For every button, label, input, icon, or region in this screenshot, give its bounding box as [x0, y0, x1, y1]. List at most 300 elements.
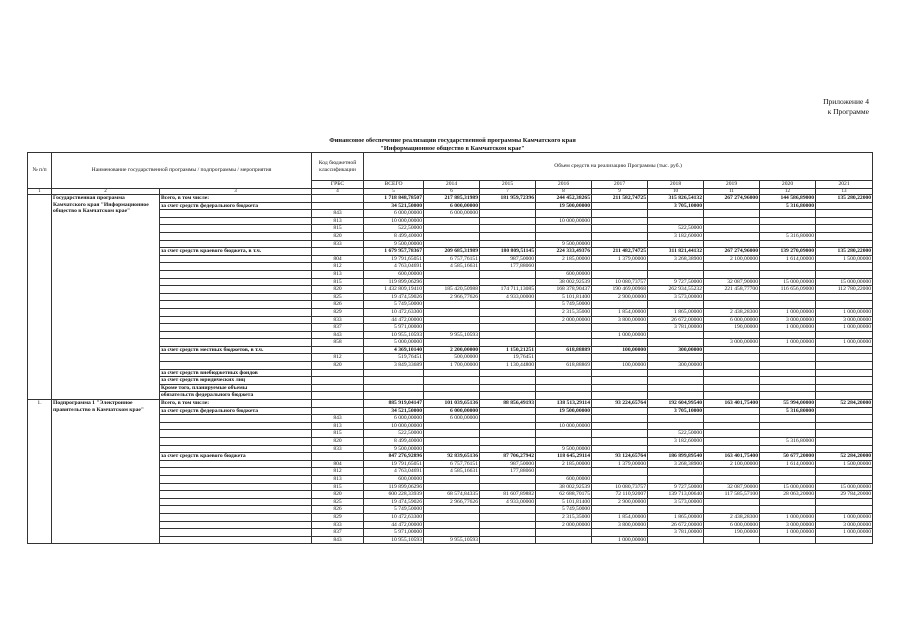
amount-cell: 87 706,27942	[480, 453, 536, 461]
amount-cell	[760, 415, 816, 423]
amount-cell: 19 474,59026	[364, 498, 424, 506]
amount-cell: 116 656,09000	[760, 286, 816, 294]
amount-cell	[480, 536, 536, 544]
amount-cell: 3 573,00000	[648, 293, 704, 301]
amount-cell: 19 791,65051	[364, 255, 424, 263]
amount-cell: 8 499,40000	[364, 438, 424, 446]
amount-cell: 2 900,00000	[592, 498, 648, 506]
amount-cell	[816, 270, 873, 278]
amount-cell	[760, 536, 816, 544]
amount-cell: 1 865,00000	[648, 308, 704, 316]
amount-cell	[816, 362, 873, 370]
amount-cell: 9 955,10593	[424, 331, 480, 339]
amount-cell	[704, 217, 760, 225]
amount-cell: 6 000,00000	[704, 521, 760, 529]
amount-cell: 1 854,00000	[592, 308, 648, 316]
amount-cell	[760, 346, 816, 354]
amount-cell: 190 469,00968	[592, 286, 648, 294]
amount-cell	[424, 377, 480, 385]
row-label	[160, 263, 312, 271]
amount-cell	[536, 225, 592, 233]
amount-cell: 15 000,00000	[816, 483, 873, 491]
amount-cell: 5 316,80000	[760, 438, 816, 446]
amount-cell	[480, 232, 536, 240]
grbs-code: 804	[312, 255, 364, 263]
amount-cell	[704, 210, 760, 218]
amount-cell: 19,76451	[480, 354, 536, 362]
amount-cell: 38 002,92539	[536, 278, 592, 286]
amount-cell	[480, 521, 536, 529]
program-name: Государственная программа Камчатского края "Информационное общество в Камчатском крае"	[52, 195, 160, 400]
amount-cell	[648, 217, 704, 225]
amount-cell	[480, 369, 536, 377]
amount-cell: 3 000,00000	[704, 339, 760, 347]
grbs-code: 829	[312, 308, 364, 316]
amount-cell: 1 614,00000	[760, 460, 816, 468]
amount-cell: 10 472,63300	[364, 308, 424, 316]
amount-cell: 2 966,77626	[424, 293, 480, 301]
amount-cell: 1 000,00000	[760, 529, 816, 537]
amount-cell	[424, 301, 480, 309]
amount-cell	[648, 354, 704, 362]
amount-cell	[592, 354, 648, 362]
amount-cell: 29 784,20000	[816, 491, 873, 499]
amount-cell: 2 000,00000	[536, 521, 592, 529]
amount-cell	[704, 270, 760, 278]
amount-cell: 52 284,20000	[816, 400, 873, 408]
amount-cell	[364, 369, 424, 377]
amount-cell: 19 500,00000	[536, 202, 592, 210]
amount-cell	[480, 513, 536, 521]
amount-cell: 3 849,33689	[364, 362, 424, 370]
amount-cell: 2 900,00000	[592, 293, 648, 301]
amount-cell: 10 955,10593	[364, 331, 424, 339]
amount-cell: 163 401,75400	[704, 453, 760, 461]
amount-cell: 4 585,16631	[424, 263, 480, 271]
amount-cell: 93 224,65764	[592, 400, 648, 408]
amount-cell: 1 000,00000	[816, 529, 873, 537]
grbs-code: 843	[312, 331, 364, 339]
grbs-code: 825	[312, 498, 364, 506]
grbs-code: 815	[312, 278, 364, 286]
grbs-code: 825	[312, 293, 364, 301]
amount-cell: 1 679 957,78367	[364, 248, 424, 256]
amount-cell: 177,88060	[480, 468, 536, 476]
grbs-code: 820	[312, 438, 364, 446]
amount-cell: 618,88889	[536, 346, 592, 354]
amount-cell	[536, 438, 592, 446]
amount-cell: 1 000,00000	[592, 536, 648, 544]
amount-cell	[424, 438, 480, 446]
amount-cell: 3 781,00000	[648, 529, 704, 537]
grbs-code: 812	[312, 468, 364, 476]
amount-cell	[592, 468, 648, 476]
amount-cell	[704, 362, 760, 370]
row-label: за счет средств внебюджетных фондов	[160, 369, 312, 377]
amount-cell: 5 000,00000	[364, 339, 424, 347]
amount-cell	[648, 475, 704, 483]
header-year: 2020	[760, 181, 816, 189]
program-name: Подпрограмма 1 "Электронное правительство в Камчатском крае"	[52, 400, 160, 544]
amount-cell	[592, 415, 648, 423]
amount-cell: 44 472,00000	[364, 316, 424, 324]
amount-cell: 44 472,00000	[364, 521, 424, 529]
amount-cell	[760, 430, 816, 438]
amount-cell: 211 482,74725	[592, 248, 648, 256]
row-label	[160, 255, 312, 263]
amount-cell	[704, 430, 760, 438]
grbs-code: 826	[312, 506, 364, 514]
grbs-code: 813	[312, 217, 364, 225]
amount-cell: 1 379,00000	[592, 255, 648, 263]
amount-cell: 100,00000	[592, 362, 648, 370]
row-label	[160, 232, 312, 240]
column-number: 4	[312, 189, 364, 195]
amount-cell: 2 438,28300	[704, 513, 760, 521]
amount-cell: 600 228,33939	[364, 491, 424, 499]
grbs-code: 833	[312, 445, 364, 453]
amount-cell: 2 185,00000	[536, 255, 592, 263]
amount-cell: 50 677,20000	[760, 453, 816, 461]
amount-cell	[480, 475, 536, 483]
column-number: 2	[52, 189, 160, 195]
amount-cell: 3 781,00000	[648, 324, 704, 332]
grbs-code: 820	[312, 362, 364, 370]
amount-cell: 522,50000	[364, 430, 424, 438]
amount-cell	[424, 422, 480, 430]
amount-cell	[760, 468, 816, 476]
amount-cell	[760, 301, 816, 309]
amount-cell	[704, 415, 760, 423]
row-label: за счет средств краевого бюджета	[160, 453, 312, 461]
amount-cell	[704, 293, 760, 301]
amount-cell: 186 899,89540	[648, 453, 704, 461]
amount-cell: 847 276,92896	[364, 453, 424, 461]
amount-cell	[648, 263, 704, 271]
amount-cell: 5 749,50000	[364, 506, 424, 514]
amount-cell	[816, 422, 873, 430]
amount-cell: 6 000,00000	[424, 202, 480, 210]
amount-cell	[536, 324, 592, 332]
amount-cell: 32 087,90000	[704, 483, 760, 491]
grbs-code: 829	[312, 513, 364, 521]
appendix-line-1: Приложение 4	[823, 97, 869, 106]
amount-cell: 88 856,49193	[480, 400, 536, 408]
amount-cell: 3 000,00000	[760, 316, 816, 324]
amount-cell: 2 185,00000	[536, 460, 592, 468]
table-row	[28, 400, 873, 408]
amount-cell	[816, 384, 873, 392]
amount-cell	[648, 240, 704, 248]
amount-cell: 4 763,04691	[364, 468, 424, 476]
header-year: 2018	[648, 181, 704, 189]
amount-cell: 101 039,65136	[424, 400, 480, 408]
amount-cell	[760, 263, 816, 271]
grbs-code: 820	[312, 286, 364, 294]
amount-cell	[816, 210, 873, 218]
column-number: 9	[592, 189, 648, 195]
row-label	[160, 217, 312, 225]
amount-cell: 6 757,76151	[424, 255, 480, 263]
amount-cell	[480, 316, 536, 324]
amount-cell	[592, 438, 648, 446]
amount-cell: 6 000,00000	[364, 415, 424, 423]
amount-cell: 81 607,89882	[480, 491, 536, 499]
amount-cell	[424, 445, 480, 453]
amount-cell	[816, 438, 873, 446]
amount-cell: 6 000,00000	[364, 210, 424, 218]
amount-cell: 19 791,65051	[364, 460, 424, 468]
amount-cell: 1 000,00000	[760, 339, 816, 347]
amount-cell: 5 101,81400	[536, 498, 592, 506]
amount-cell	[480, 270, 536, 278]
amount-cell	[760, 422, 816, 430]
header-year: 2014	[424, 181, 480, 189]
column-number: 11	[704, 189, 760, 195]
amount-cell: 34 521,50000	[364, 407, 424, 415]
grbs-code	[312, 400, 364, 408]
amount-cell: 3 705,10000	[648, 407, 704, 415]
amount-cell: 3 268,38900	[648, 460, 704, 468]
amount-cell	[592, 506, 648, 514]
amount-cell	[816, 445, 873, 453]
amount-cell	[816, 536, 873, 544]
amount-cell: 180 809,51145	[480, 248, 536, 256]
row-label: за счет средств местных бюджетов, в т.ч.	[160, 346, 312, 354]
amount-cell	[592, 240, 648, 248]
amount-cell: 34 521,50000	[364, 202, 424, 210]
amount-cell	[480, 407, 536, 415]
header-year: 2021	[816, 181, 873, 189]
amount-cell	[480, 202, 536, 210]
amount-cell	[424, 529, 480, 537]
header-total: ВСЕГО	[364, 181, 424, 189]
amount-cell: 174 711,13085	[480, 286, 536, 294]
table-row	[28, 195, 873, 203]
amount-cell	[480, 210, 536, 218]
amount-cell	[592, 217, 648, 225]
amount-cell: 600,00000	[536, 475, 592, 483]
amount-cell	[760, 354, 816, 362]
amount-cell	[648, 392, 704, 400]
amount-cell: 5 101,81400	[536, 293, 592, 301]
amount-cell	[592, 339, 648, 347]
amount-cell: 6 000,00000	[424, 407, 480, 415]
row-label	[160, 468, 312, 476]
amount-cell: 4 763,04691	[364, 263, 424, 271]
amount-cell	[424, 225, 480, 233]
amount-cell: 15 000,00000	[760, 278, 816, 286]
amount-cell	[816, 369, 873, 377]
amount-cell	[592, 407, 648, 415]
amount-cell	[424, 232, 480, 240]
amount-cell	[816, 468, 873, 476]
row-label	[160, 475, 312, 483]
grbs-code	[312, 369, 364, 377]
amount-cell	[704, 422, 760, 430]
amount-cell	[592, 301, 648, 309]
amount-cell	[704, 331, 760, 339]
amount-cell	[480, 483, 536, 491]
grbs-code	[312, 453, 364, 461]
amount-cell: 10 472,63300	[364, 513, 424, 521]
amount-cell	[480, 392, 536, 400]
row-label	[160, 331, 312, 339]
amount-cell	[592, 422, 648, 430]
grbs-code: 813	[312, 475, 364, 483]
amount-cell: 10 000,00000	[364, 422, 424, 430]
amount-cell: 62 688,70175	[536, 491, 592, 499]
grbs-code: 813	[312, 422, 364, 430]
amount-cell	[816, 415, 873, 423]
column-number: 6	[424, 189, 480, 195]
row-label	[160, 460, 312, 468]
appendix-note	[823, 97, 869, 117]
amount-cell	[536, 369, 592, 377]
amount-cell: 92 839,65136	[424, 453, 480, 461]
row-label	[160, 521, 312, 529]
amount-cell: 19 500,00000	[536, 407, 592, 415]
amount-cell: 26 672,00000	[648, 521, 704, 529]
amount-cell	[424, 483, 480, 491]
row-label	[160, 339, 312, 347]
grbs-code: 843	[312, 415, 364, 423]
amount-cell: 190,00000	[704, 324, 760, 332]
row-number: 1.	[28, 400, 52, 544]
grbs-code: 813	[312, 270, 364, 278]
amount-cell: 1 000,00000	[816, 339, 873, 347]
amount-cell: 5 749,50000	[536, 506, 592, 514]
grbs-code: 815	[312, 483, 364, 491]
grbs-code	[312, 346, 364, 354]
amount-cell	[480, 301, 536, 309]
amount-cell: 6 757,76151	[424, 460, 480, 468]
grbs-code	[312, 202, 364, 210]
amount-cell: 5 749,50000	[364, 301, 424, 309]
amount-cell	[480, 308, 536, 316]
amount-cell: 522,50000	[648, 430, 704, 438]
row-label	[160, 536, 312, 544]
amount-cell	[760, 377, 816, 385]
amount-cell	[760, 384, 816, 392]
row-label: обязательств федерального бюджета	[160, 392, 312, 400]
amount-cell: 38 002,92539	[536, 483, 592, 491]
amount-cell	[480, 445, 536, 453]
amount-cell	[424, 369, 480, 377]
grbs-code: 833	[312, 316, 364, 324]
row-label: Всего, в том числе:	[160, 195, 312, 203]
amount-cell	[760, 506, 816, 514]
amount-cell	[816, 475, 873, 483]
amount-cell: 10 080,73757	[592, 483, 648, 491]
amount-cell: 1 500,00000	[816, 255, 873, 263]
grbs-code: 804	[312, 460, 364, 468]
amount-cell	[424, 384, 480, 392]
row-number	[28, 195, 52, 400]
amount-cell	[704, 407, 760, 415]
grbs-code: 833	[312, 521, 364, 529]
amount-cell: 1 000,00000	[592, 331, 648, 339]
amount-cell	[536, 536, 592, 544]
amount-cell: 1 150,21251	[480, 346, 536, 354]
row-label	[160, 286, 312, 294]
amount-cell	[648, 384, 704, 392]
row-label: за счет средств федерального бюджета	[160, 202, 312, 210]
grbs-code: 815	[312, 430, 364, 438]
row-label	[160, 445, 312, 453]
amount-cell	[592, 377, 648, 385]
amount-cell	[816, 225, 873, 233]
amount-cell: 119 899,06296	[364, 483, 424, 491]
amount-cell: 2 315,35000	[536, 513, 592, 521]
amount-cell	[704, 232, 760, 240]
amount-cell	[592, 210, 648, 218]
amount-cell	[592, 392, 648, 400]
amount-cell: 10 000,00000	[536, 217, 592, 225]
amount-cell	[424, 316, 480, 324]
amount-cell: 5 316,80000	[760, 202, 816, 210]
amount-cell	[536, 331, 592, 339]
amount-cell	[704, 369, 760, 377]
amount-cell	[760, 217, 816, 225]
amount-cell	[760, 445, 816, 453]
amount-cell: 4 933,00000	[480, 293, 536, 301]
amount-cell: 1 130,44800	[480, 362, 536, 370]
amount-cell	[704, 445, 760, 453]
amount-cell	[364, 384, 424, 392]
row-label	[160, 301, 312, 309]
amount-cell: 2 100,00000	[704, 255, 760, 263]
grbs-code: 843	[312, 536, 364, 544]
amount-cell	[592, 384, 648, 392]
amount-cell	[480, 438, 536, 446]
amount-cell: 2 438,28300	[704, 308, 760, 316]
header-name: Наименование государственной программы / подпрограммы / мероприятия	[52, 153, 312, 189]
amount-cell	[704, 377, 760, 385]
amount-cell	[816, 354, 873, 362]
amount-cell	[648, 339, 704, 347]
amount-cell	[480, 415, 536, 423]
column-number: 3	[160, 189, 312, 195]
column-number: 10	[648, 189, 704, 195]
amount-cell	[424, 513, 480, 521]
amount-cell: 3 000,00000	[760, 521, 816, 529]
amount-cell: 1 432 809,19410	[364, 286, 424, 294]
column-number: 8	[536, 189, 592, 195]
amount-cell: 262 934,55232	[648, 286, 704, 294]
grbs-code: 826	[312, 301, 364, 309]
amount-cell: 5 971,00000	[364, 324, 424, 332]
row-label	[160, 415, 312, 423]
amount-cell: 522,50000	[364, 225, 424, 233]
grbs-code	[312, 195, 364, 203]
amount-cell	[480, 430, 536, 438]
amount-cell	[364, 392, 424, 400]
amount-cell: 9 500,00000	[364, 445, 424, 453]
amount-cell	[592, 430, 648, 438]
amount-cell: 1 865,00000	[648, 513, 704, 521]
amount-cell: 2 100,00000	[704, 460, 760, 468]
amount-cell: 6 000,00000	[704, 316, 760, 324]
amount-cell	[424, 240, 480, 248]
amount-cell: 6 000,00000	[424, 415, 480, 423]
amount-cell: 8 499,40000	[364, 232, 424, 240]
amount-cell	[704, 498, 760, 506]
amount-cell	[816, 293, 873, 301]
amount-cell: 315 826,54132	[648, 195, 704, 203]
amount-cell: 9 500,00000	[364, 240, 424, 248]
financing-table	[27, 152, 873, 544]
